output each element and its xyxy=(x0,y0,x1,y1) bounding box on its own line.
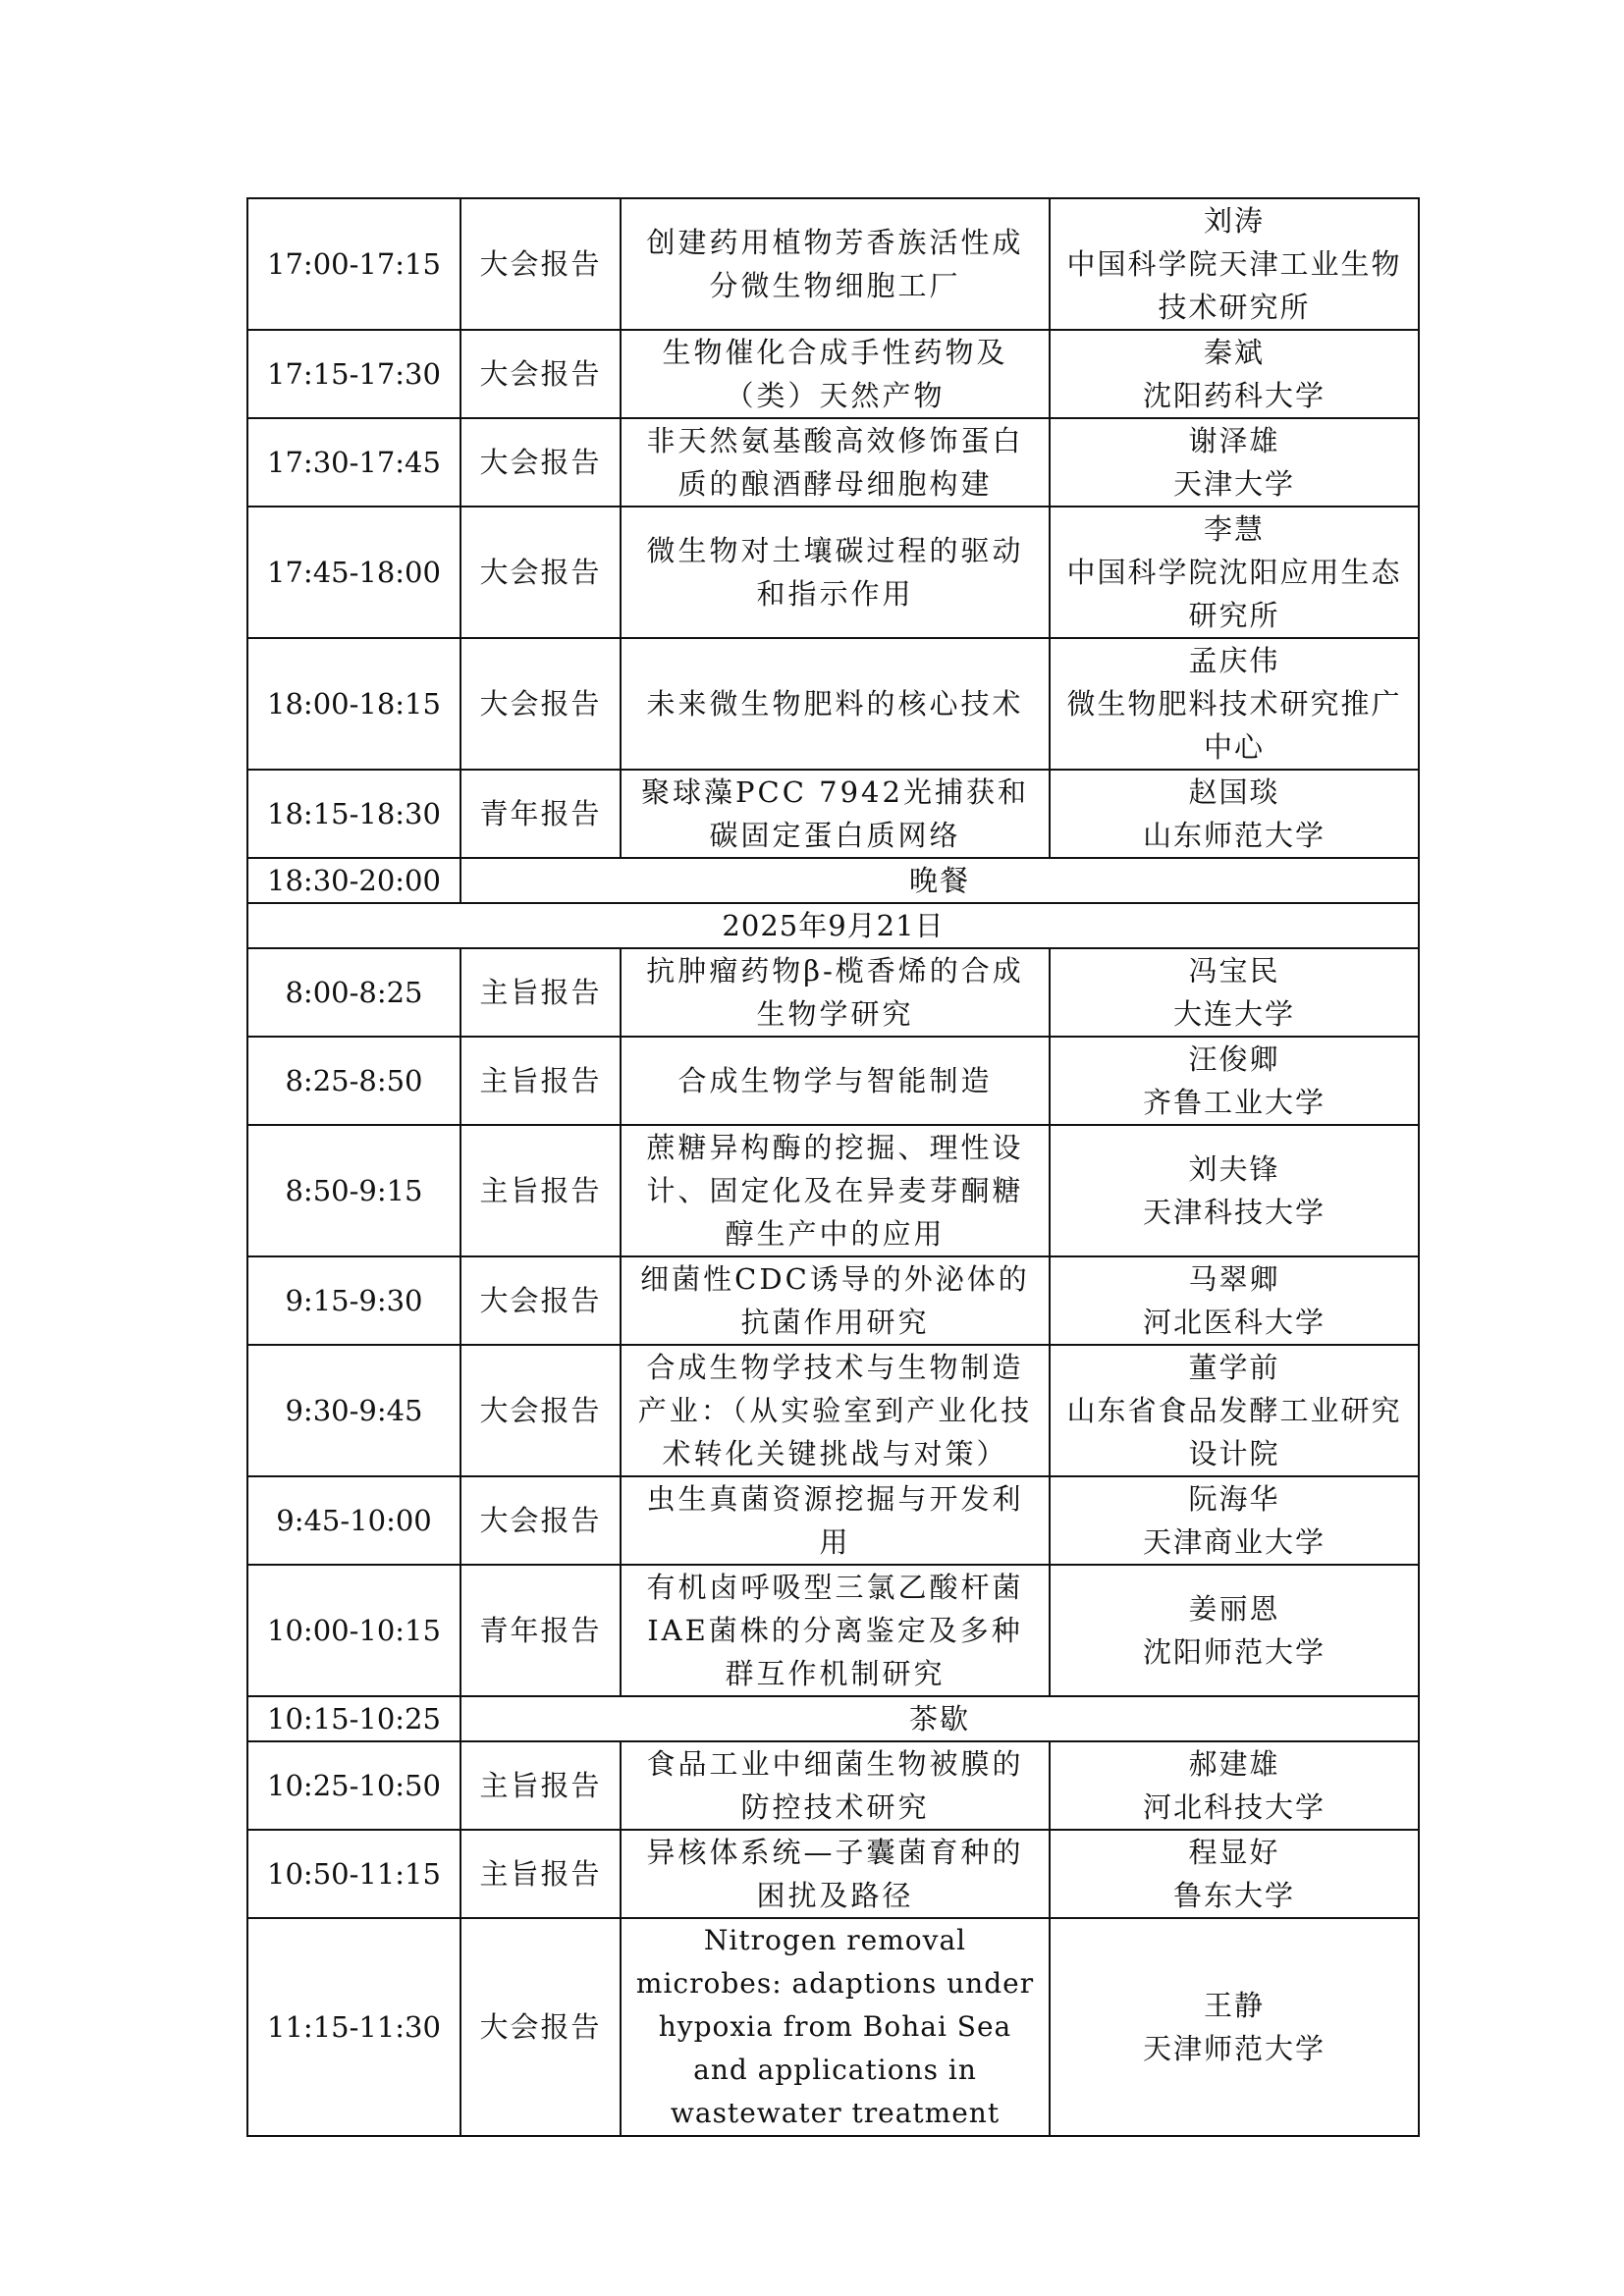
speaker-name: 秦斌 xyxy=(1203,336,1265,369)
type-cell: 大会报告 xyxy=(460,1345,621,1476)
time-cell: 8:50-9:15 xyxy=(247,1125,460,1256)
topic-cell: 蔗糖异构酶的挖掘、理性设计、固定化及在异麦芽酮糖醇生产中的应用 xyxy=(621,1125,1050,1256)
type-cell: 大会报告 xyxy=(460,507,621,638)
schedule-table xyxy=(246,197,1420,2137)
time-cell: 10:50-11:15 xyxy=(247,1830,460,1918)
time-cell: 11:15-11:30 xyxy=(247,1918,460,2136)
type-cell: 主旨报告 xyxy=(460,948,621,1037)
speaker-org: 微生物肥料技术研究推广中心 xyxy=(1066,687,1402,764)
type-cell: 大会报告 xyxy=(460,1476,621,1565)
speaker-cell xyxy=(1050,948,1419,1037)
speaker-name: 谢泽雄 xyxy=(1188,424,1280,457)
type-cell: 大会报告 xyxy=(460,638,621,770)
speaker-name: 姜丽恩 xyxy=(1188,1592,1280,1626)
type-cell: 大会报告 xyxy=(460,198,621,330)
type-cell: 主旨报告 xyxy=(460,1830,621,1918)
speaker-name: 汪俊卿 xyxy=(1188,1042,1280,1076)
break-label: 晚餐 xyxy=(460,858,1419,903)
time-cell: 18:00-18:15 xyxy=(247,638,460,770)
speaker-org: 天津商业大学 xyxy=(1142,1525,1326,1559)
speaker-org: 沈阳师范大学 xyxy=(1142,1635,1326,1669)
speaker-cell xyxy=(1050,1830,1419,1918)
table-row xyxy=(247,418,1419,507)
topic-cell: 合成生物学与智能制造 xyxy=(621,1037,1050,1125)
speaker-org: 中国科学院天津工业生物技术研究所 xyxy=(1066,247,1402,324)
speaker-org: 山东省食品发酵工业研究设计院 xyxy=(1066,1394,1402,1470)
speaker-cell xyxy=(1050,1345,1419,1476)
speaker-org: 山东师范大学 xyxy=(1142,819,1326,852)
table-row xyxy=(247,1830,1419,1918)
speaker-org: 中国科学院沈阳应用生态研究所 xyxy=(1066,556,1402,632)
time-cell: 9:45-10:00 xyxy=(247,1476,460,1565)
speaker-org: 天津师范大学 xyxy=(1142,2032,1326,2065)
time-cell: 10:00-10:15 xyxy=(247,1565,460,1696)
speaker-cell xyxy=(1050,770,1419,858)
speaker-name: 郝建雄 xyxy=(1188,1747,1280,1781)
topic-cell: 微生物对土壤碳过程的驱动和指示作用 xyxy=(621,507,1050,638)
table-row xyxy=(247,948,1419,1037)
topic-cell: 抗肿瘤药物β-榄香烯的合成生物学研究 xyxy=(621,948,1050,1037)
speaker-org: 天津科技大学 xyxy=(1142,1196,1326,1229)
topic-cell: Nitrogen removal microbes: adaptions under hypoxia from Bohai Sea and applications in wastewater treatment xyxy=(621,1918,1050,2136)
type-cell: 主旨报告 xyxy=(460,1741,621,1830)
speaker-name: 刘夫锋 xyxy=(1188,1152,1280,1186)
speaker-name: 程显好 xyxy=(1188,1836,1280,1869)
table-row xyxy=(247,1256,1419,1345)
topic-cell: 生物催化合成手性药物及（类）天然产物 xyxy=(621,330,1050,418)
table-row xyxy=(247,1565,1419,1696)
table-row xyxy=(247,1345,1419,1476)
time-cell: 9:15-9:30 xyxy=(247,1256,460,1345)
speaker-cell xyxy=(1050,330,1419,418)
speaker-org: 鲁东大学 xyxy=(1172,1879,1295,1912)
table-row xyxy=(247,770,1419,858)
time-cell: 8:00-8:25 xyxy=(247,948,460,1037)
type-cell: 大会报告 xyxy=(460,1918,621,2136)
speaker-name: 赵国琰 xyxy=(1188,775,1280,809)
speaker-org: 齐鲁工业大学 xyxy=(1142,1086,1326,1119)
time-cell: 17:45-18:00 xyxy=(247,507,460,638)
time-cell: 18:15-18:30 xyxy=(247,770,460,858)
type-cell: 主旨报告 xyxy=(460,1037,621,1125)
topic-cell: 非天然氨基酸高效修饰蛋白质的酿酒酵母细胞构建 xyxy=(621,418,1050,507)
time-cell: 8:25-8:50 xyxy=(247,1037,460,1125)
speaker-org: 河北医科大学 xyxy=(1142,1306,1326,1339)
table-row xyxy=(247,638,1419,770)
speaker-cell xyxy=(1050,198,1419,330)
time-cell: 10:15-10:25 xyxy=(247,1696,460,1741)
topic-cell: 有机卤呼吸型三氯乙酸杆菌IAE菌株的分离鉴定及多种群互作机制研究 xyxy=(621,1565,1050,1696)
date-label: 2025年9月21日 xyxy=(247,903,1419,948)
break-row xyxy=(247,858,1419,903)
speaker-cell xyxy=(1050,638,1419,770)
break-row xyxy=(247,1696,1419,1741)
speaker-cell xyxy=(1050,1476,1419,1565)
speaker-org: 大连大学 xyxy=(1172,997,1295,1031)
time-cell: 17:15-17:30 xyxy=(247,330,460,418)
speaker-cell xyxy=(1050,1037,1419,1125)
time-cell: 17:30-17:45 xyxy=(247,418,460,507)
topic-cell: 食品工业中细菌生物被膜的防控技术研究 xyxy=(621,1741,1050,1830)
type-cell: 青年报告 xyxy=(460,1565,621,1696)
topic-cell: 聚球藻PCC 7942光捕获和碳固定蛋白质网络 xyxy=(621,770,1050,858)
date-row xyxy=(247,903,1419,948)
speaker-cell xyxy=(1050,507,1419,638)
speaker-name: 王静 xyxy=(1203,1989,1265,2022)
table-row xyxy=(247,1125,1419,1256)
time-cell: 10:25-10:50 xyxy=(247,1741,460,1830)
type-cell: 大会报告 xyxy=(460,330,621,418)
type-cell: 大会报告 xyxy=(460,418,621,507)
speaker-name: 刘涛 xyxy=(1203,204,1265,238)
table-row xyxy=(247,198,1419,330)
topic-cell: 创建药用植物芳香族活性成分微生物细胞工厂 xyxy=(621,198,1050,330)
speaker-name: 冯宝民 xyxy=(1188,954,1280,988)
speaker-name: 孟庆伟 xyxy=(1188,644,1280,677)
table-row xyxy=(247,1741,1419,1830)
speaker-org: 河北科技大学 xyxy=(1142,1790,1326,1824)
type-cell: 大会报告 xyxy=(460,1256,621,1345)
speaker-cell xyxy=(1050,1256,1419,1345)
type-cell: 青年报告 xyxy=(460,770,621,858)
speaker-cell xyxy=(1050,1918,1419,2136)
speaker-name: 阮海华 xyxy=(1188,1482,1280,1516)
speaker-org: 天津大学 xyxy=(1172,467,1295,501)
topic-cell: 合成生物学技术与生物制造产业：（从实验室到产业化技术转化关键挑战与对策） xyxy=(621,1345,1050,1476)
time-cell: 18:30-20:00 xyxy=(247,858,460,903)
topic-cell: 异核体系统—子囊菌育种的困扰及路径 xyxy=(621,1830,1050,1918)
table-row xyxy=(247,507,1419,638)
topic-cell: 未来微生物肥料的核心技术 xyxy=(621,638,1050,770)
speaker-cell xyxy=(1050,418,1419,507)
break-label: 茶歇 xyxy=(460,1696,1419,1741)
speaker-org: 沈阳药科大学 xyxy=(1142,379,1326,412)
speaker-cell xyxy=(1050,1565,1419,1696)
table-row xyxy=(247,1037,1419,1125)
table-row xyxy=(247,330,1419,418)
speaker-cell xyxy=(1050,1125,1419,1256)
topic-cell: 细菌性CDC诱导的外泌体的抗菌作用研究 xyxy=(621,1256,1050,1345)
speaker-cell xyxy=(1050,1741,1419,1830)
speaker-name: 李慧 xyxy=(1203,512,1265,546)
time-cell: 17:00-17:15 xyxy=(247,198,460,330)
time-cell: 9:30-9:45 xyxy=(247,1345,460,1476)
speaker-name: 马翠卿 xyxy=(1188,1262,1280,1296)
type-cell: 主旨报告 xyxy=(460,1125,621,1256)
speaker-name: 董学前 xyxy=(1188,1351,1280,1384)
table-row xyxy=(247,1476,1419,1565)
topic-cell: 虫生真菌资源挖掘与开发利用 xyxy=(621,1476,1050,1565)
table-row xyxy=(247,1918,1419,2136)
